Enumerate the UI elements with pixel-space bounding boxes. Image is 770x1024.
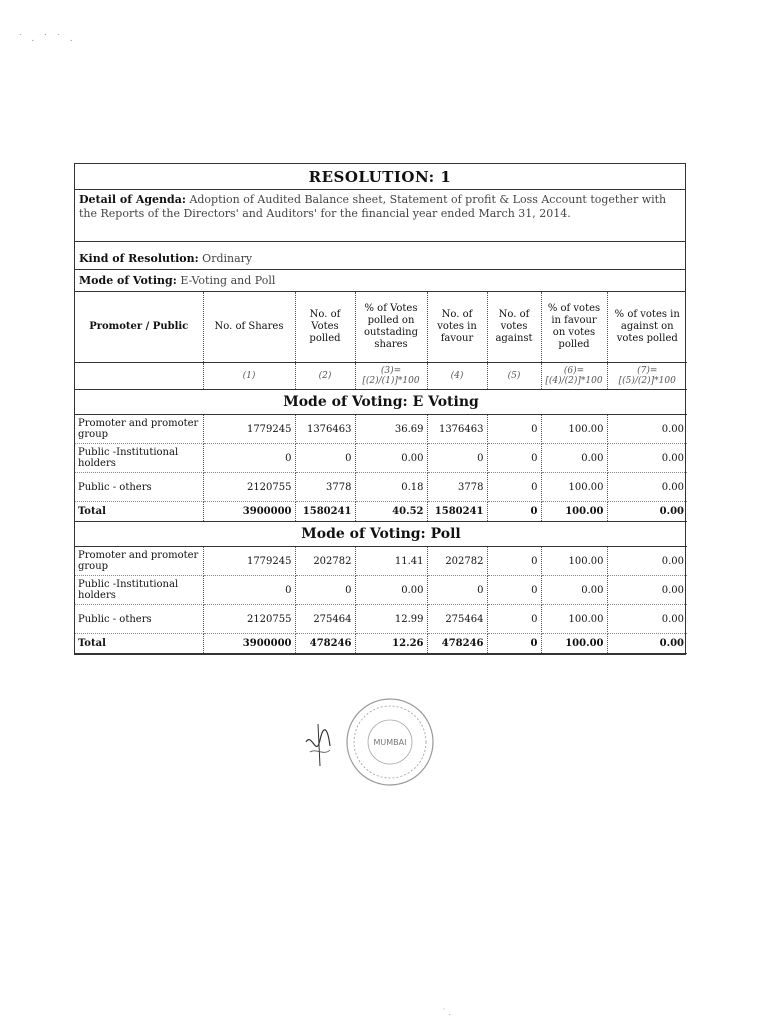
company-seal-icon [344,696,436,788]
table-row [75,547,687,576]
section-title: Mode of Voting: Poll [75,522,687,547]
cell-pct-polled: 12.99 [355,605,427,634]
cell-pct-against: 0.00 [607,605,687,634]
row-category: Public -Institutional holders [75,576,203,605]
cell-shares: 1779245 [203,547,295,576]
cell-shares: 1779245 [203,415,295,444]
cell-pct-favour: 100.00 [541,415,607,444]
row-category: Public - others [75,605,203,634]
cell-pct-against: 0.00 [607,444,687,473]
col-header-votes-polled: No. of Votes polled [295,292,355,363]
table-row [75,576,687,605]
cell-votes-polled: 0 [295,576,355,605]
cell-pct-against: 0.00 [607,576,687,605]
col-header-in-favour: No. of votes in favour [427,292,487,363]
row-category: Total [75,634,203,654]
resolution-title: RESOLUTION: 1 [75,164,685,190]
cell-in-favour: 202782 [427,547,487,576]
voting-results-table [75,292,687,654]
row-category: Promoter and promoter group [75,415,203,444]
kind-value: Ordinary [202,252,253,265]
mode-value: E-Voting and Poll [180,274,276,287]
mode-label: Mode of Voting: [79,274,177,287]
row-category: Public - others [75,473,203,502]
cell-pct-against: 0.00 [607,473,687,502]
seal-text: MUMBAI [373,738,407,747]
cell-shares: 3900000 [203,634,295,654]
cell-against: 0 [487,605,541,634]
cell-against: 0 [487,444,541,473]
col-header-shares: No. of Shares [203,292,295,363]
table-row [75,605,687,634]
kind-label: Kind of Resolution: [79,252,199,265]
cell-votes-polled: 478246 [295,634,355,654]
cell-shares: 2120755 [203,473,295,502]
row-category: Promoter and promoter group [75,547,203,576]
cell-against: 0 [487,415,541,444]
cell-pct-favour: 100.00 [541,634,607,654]
cell-in-favour: 478246 [427,634,487,654]
authorization-area [300,696,450,796]
col-header-pct-against: % of votes in against on votes polled [607,292,687,363]
cell-against: 0 [487,502,541,522]
cell-in-favour: 0 [427,576,487,605]
cell-shares: 0 [203,444,295,473]
row-category: Public -Institutional holders [75,444,203,473]
formula-cell: (1) [203,363,295,390]
col-header-pct-favour: % of votes in favour on votes polled [541,292,607,363]
resolution-kind [75,242,685,270]
total-row [75,502,687,522]
cell-in-favour: 1376463 [427,415,487,444]
agenda-text: Adoption of Audited Balance sheet, Statement of profit & Loss Account together with the Reports of the Directors' and Auditors' for the financial year ended March 31, 2014. [79,193,667,220]
cell-votes-polled: 1376463 [295,415,355,444]
cell-pct-favour: 100.00 [541,547,607,576]
formula-cell: (7)=[(5)/(2)]*100 [607,363,687,390]
cell-in-favour: 275464 [427,605,487,634]
cell-pct-favour: 100.00 [541,473,607,502]
table-row [75,415,687,444]
cell-shares: 3900000 [203,502,295,522]
cell-pct-favour: 0.00 [541,576,607,605]
formula-cell: (5) [487,363,541,390]
resolution-document [74,163,686,655]
section-header-poll [75,522,687,547]
cell-shares: 2120755 [203,605,295,634]
formula-cell: (2) [295,363,355,390]
table-row [75,473,687,502]
cell-pct-against: 0.00 [607,502,687,522]
cell-pct-favour: 100.00 [541,605,607,634]
cell-pct-against: 0.00 [607,634,687,654]
scan-artifact: ˙ . [442,1008,452,1017]
agenda-label: Detail of Agenda: [79,193,186,206]
col-header-category: Promoter / Public [75,292,203,363]
scan-artifact: ˙ . ˙ ˙ . [18,34,76,44]
cell-votes-polled: 275464 [295,605,355,634]
voting-mode [75,270,685,292]
cell-pct-polled: 0.18 [355,473,427,502]
cell-shares: 0 [203,576,295,605]
cell-pct-favour: 100.00 [541,502,607,522]
section-header-e-voting [75,390,687,415]
cell-votes-polled: 1580241 [295,502,355,522]
cell-votes-polled: 202782 [295,547,355,576]
section-title: Mode of Voting: E Voting [75,390,687,415]
cell-votes-polled: 0 [295,444,355,473]
col-header-against: No. of votes against [487,292,541,363]
row-category: Total [75,502,203,522]
column-header-row [75,292,687,363]
cell-votes-polled: 3778 [295,473,355,502]
cell-against: 0 [487,576,541,605]
cell-pct-polled: 0.00 [355,444,427,473]
cell-in-favour: 0 [427,444,487,473]
cell-against: 0 [487,547,541,576]
cell-in-favour: 1580241 [427,502,487,522]
table-row [75,444,687,473]
formula-cell: (6)=[(4)/(2)]*100 [541,363,607,390]
formula-row [75,363,687,390]
cell-against: 0 [487,473,541,502]
cell-pct-polled: 11.41 [355,547,427,576]
formula-cell: (4) [427,363,487,390]
signature-icon [300,712,336,772]
cell-in-favour: 3778 [427,473,487,502]
cell-against: 0 [487,634,541,654]
cell-pct-against: 0.00 [607,415,687,444]
formula-cell [75,363,203,390]
formula-cell: (3)=[(2)/(1)]*100 [355,363,427,390]
cell-pct-polled: 0.00 [355,576,427,605]
col-header-pct-polled: % of Votes polled on outstading shares [355,292,427,363]
cell-pct-polled: 12.26 [355,634,427,654]
agenda-detail [75,190,685,242]
cell-pct-favour: 0.00 [541,444,607,473]
cell-pct-against: 0.00 [607,547,687,576]
cell-pct-polled: 40.52 [355,502,427,522]
cell-pct-polled: 36.69 [355,415,427,444]
total-row [75,634,687,654]
